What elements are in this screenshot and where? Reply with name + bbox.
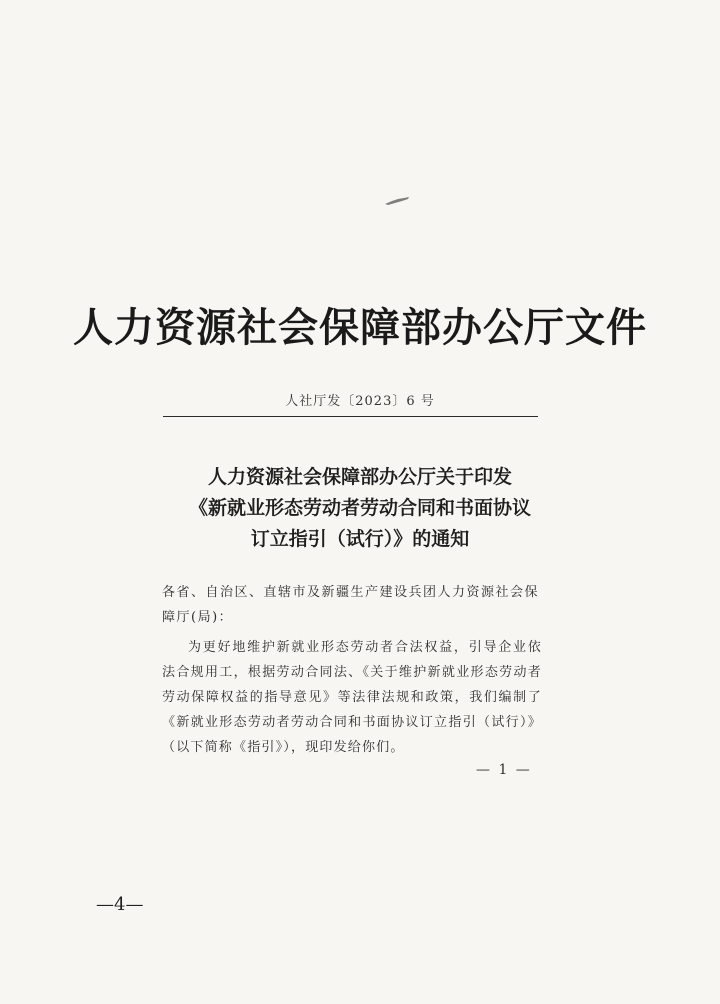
ink-smudge-mark [384,196,410,206]
salutation: 各省、自治区、直辖市及新疆生产建设兵团人力资源社会保障厅(局)： [162,585,540,625]
body-paragraph: 为更好地维护新就业形态劳动者合法权益，引导企业依法合规用工，根据劳动合同法、《关于维护新就业形态劳动者劳动保障权益的指导意见》等法律法规和政策，我们编制了《新就业形态劳动者劳动合同和书面协议订立指引（试行）》（以下简称《指引》），现印发给你们。 [162,640,542,755]
notice-title-line-3: 订立指引（试行）》的通知 [250,528,470,550]
issuer-title: 人力资源社会保障部办公厅文件 [73,304,647,351]
outer-page-number: —4— [96,894,144,915]
notice-title [0,462,720,555]
header-divider [163,416,538,417]
document-number: 人社厅发〔2023〕6 号 [285,394,435,409]
inner-page-number: — 1 — [476,762,532,778]
notice-title-line-1: 人力资源社会保障部办公厅关于印发 [207,466,512,488]
notice-title-line-2: 《新就业形态劳动者劳动合同和书面协议 [188,497,531,519]
